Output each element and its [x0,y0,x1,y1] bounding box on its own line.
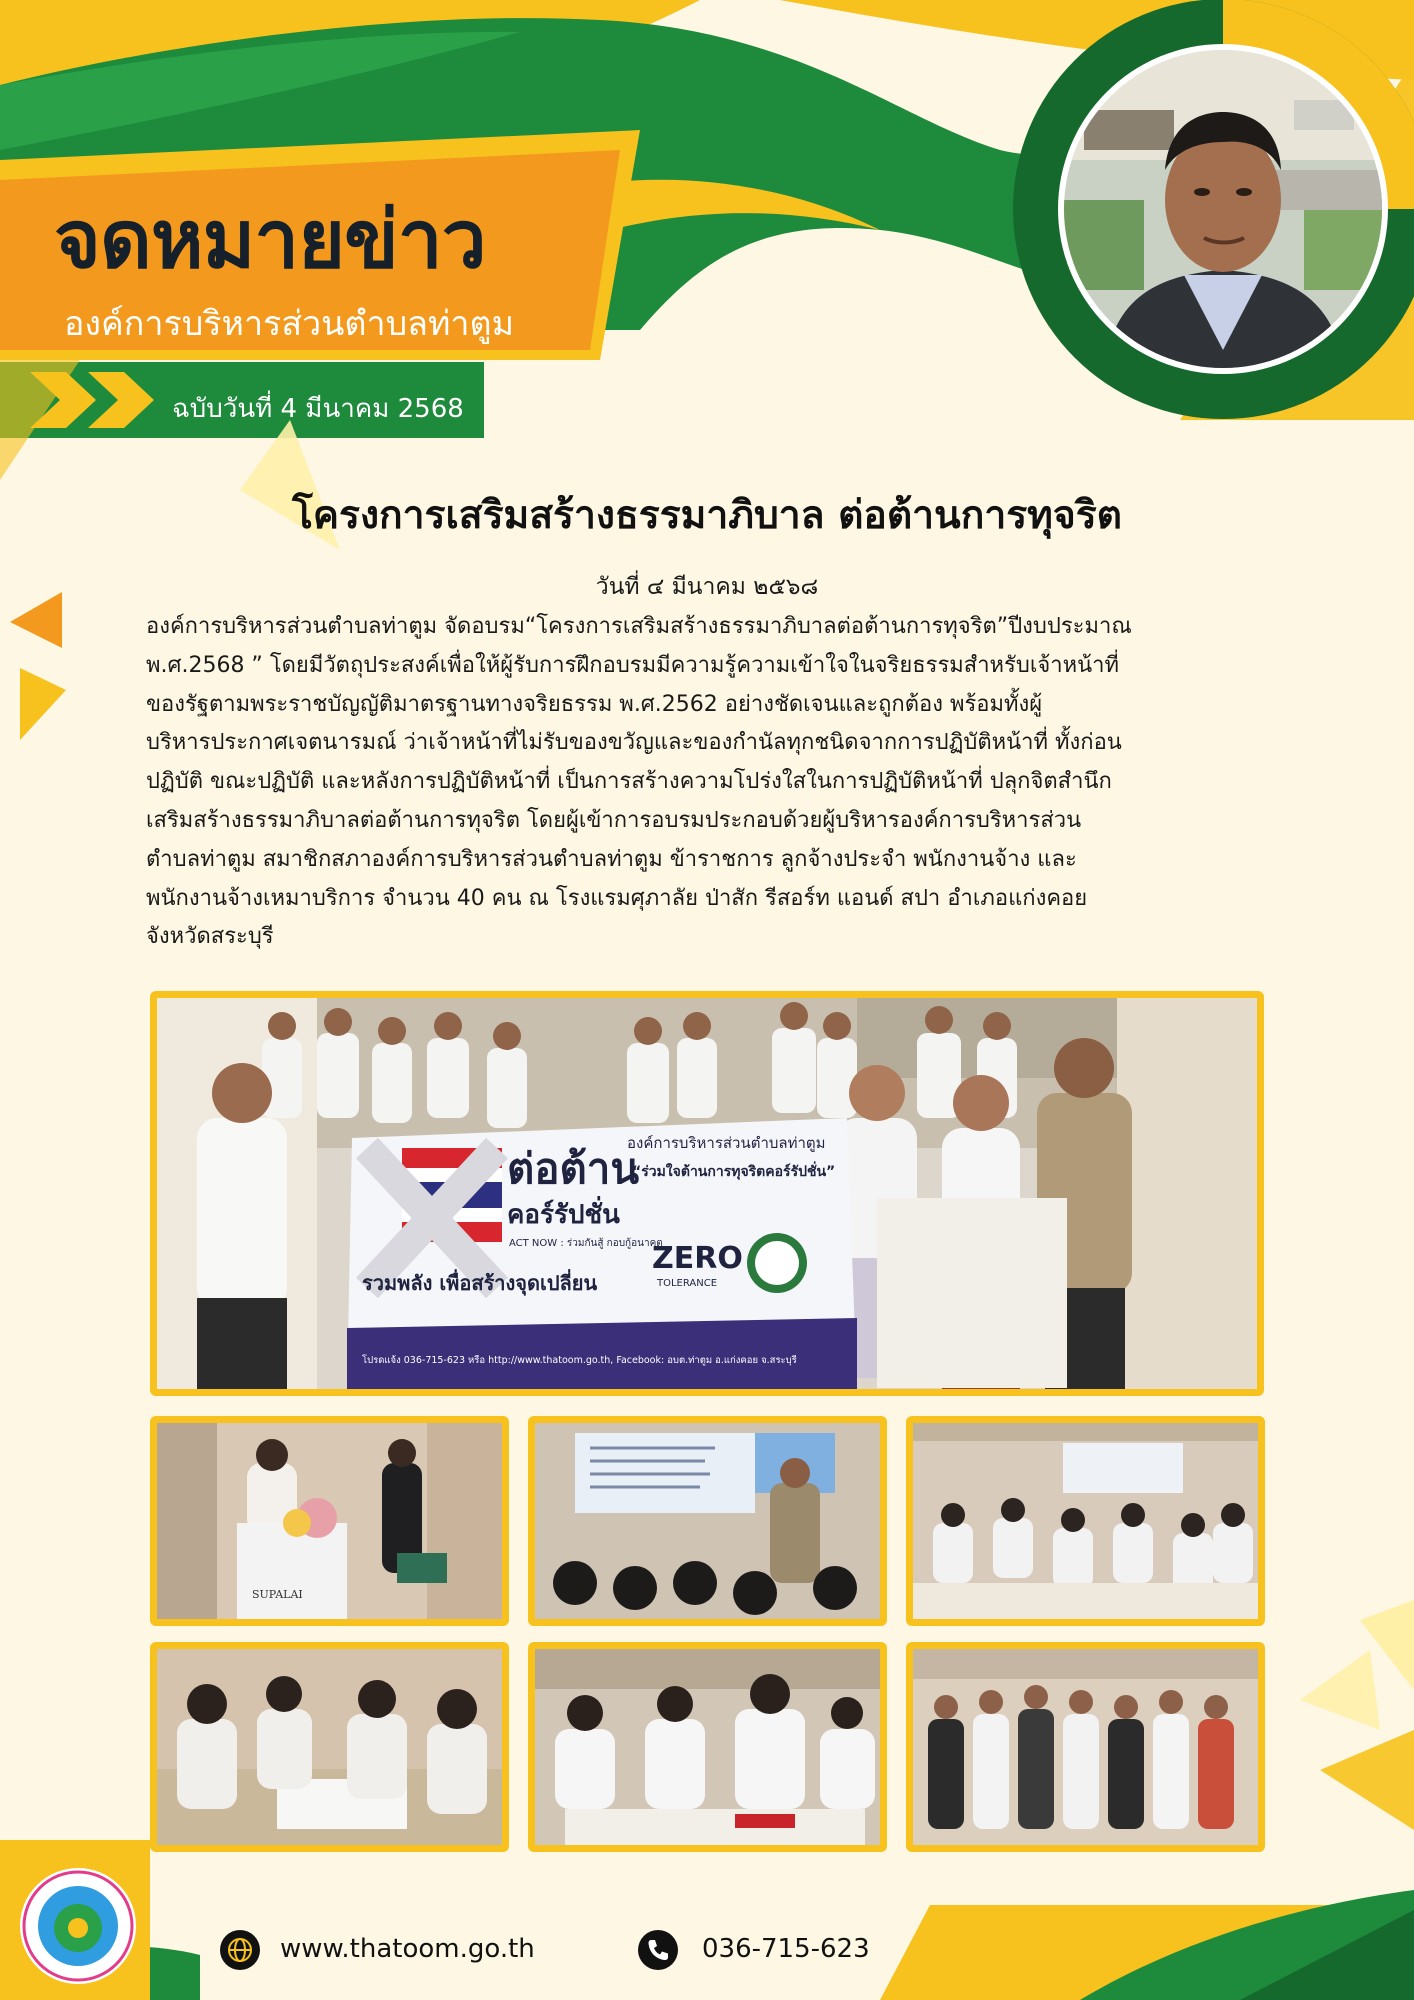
photo-seated-participants [528,1642,887,1852]
article-body-line: ของรัฐตามพระราชบัญญัติมาตรฐานทางจริยธรรม พ.ศ.2562 อย่างชัดเจนและถูกต้อง พร้อมทั้งผู้ [146,691,1043,717]
issue-date: ฉบับวันที่ 4 มีนาคม 2568 [172,394,464,424]
banner-tolerance: TOLERANCE [657,1278,718,1289]
banner-quote: “ร่วมใจต้านการทุจริตคอร์รัปชั่น” [632,1164,836,1180]
photo-participants-standing [906,1642,1265,1852]
phone-number: 036-715-623 [702,1934,870,1964]
article-body-line: พนักงานจ้างเหมาบริการ จำนวน 40 คน ณ โรงแรมศุภาลัย ป่าสัก รีสอร์ท แอนด์ สปา อำเภอแก่งคอย [146,885,1088,911]
banner-zero: ZERO [652,1241,743,1276]
newsletter-headline: จดหมายข่าว [54,193,486,286]
article-body-line: ตำบลท่าตูม สมาชิกสภาองค์การบริหารส่วนตำบลท่าตูม ข้าราชการ ลูกจ้างประจำ พนักงานจ้าง และ [146,846,1077,872]
article-title: โครงการเสริมสร้างธรรมาภิบาล ต่อต้านการทุจริต [291,493,1123,538]
organization-name: องค์การบริหารส่วนตำบลท่าตูม [64,304,514,344]
podium-sign: SUPALAI [252,1588,303,1601]
article-body-line: องค์การบริหารส่วนตำบลท่าตูม จัดอบรม“โครงการเสริมสร้างธรรมาภิบาลต่อต้านการทุจริต”ปีงบประมาณ [146,614,1132,639]
banner-act-now: ACT NOW : ร่วมกันสู้ กอบกู้อนาคต [509,1238,663,1249]
group-photo [150,991,1264,1396]
banner-slogan: รวมพลัง เพื่อสร้างจุดเปลี่ยน [362,1271,598,1295]
photo-group-workshop [150,1642,509,1852]
photo-lecturer-presentation [528,1416,887,1626]
article-body-line: ปฏิบัติ ขณะปฏิบัติ และหลังการปฏิบัติหน้าที่ เป็นการสร้างความโปร่งใสในการปฏิบัติหน้าที่ ปลุกจิตสำนึก [146,769,1112,795]
banner-org: องค์การบริหารส่วนตำบลท่าตูม [627,1134,826,1152]
article-date: วันที่ ๔ มีนาคม ๒๕๖๘ [595,574,819,600]
banner-title: ต่อต้าน [507,1144,640,1193]
article-body [146,608,1296,957]
article-body-line: จังหวัดสระบุรี [146,924,274,950]
website-link[interactable]: www.thatoom.go.th [280,1934,535,1964]
portrait-photo [1064,50,1382,368]
article-body-line: เสริมสร้างธรรมาภิบาลต่อต้านการทุจริต โดยผู้เข้าการอบรมประกอบด้วยผู้บริหารองค์การบริหารส่วน [146,807,1082,833]
article-body-line: พ.ศ.2568 ” โดยมีวัตถุประสงค์เพื่อให้ผู้รับการฝึกอบรมมีความรู้ความเข้าใจในจริยธรรมสำหรับเจ้าหน้าที่ [146,652,1119,678]
globe-icon [220,1930,260,1970]
photo-audience-hall [906,1416,1265,1626]
phone-icon [638,1930,678,1970]
banner-contact: โปรดแจ้ง 036-715-623 หรือ http://www.thatoom.go.th, Facebook: อบต.ท่าตูม อ.แก่งคอย จ.สระบุรี [362,1355,797,1366]
organization-seal [20,1868,136,1984]
banner-subtitle: คอร์รัปชั่น [507,1200,620,1230]
photo-podium-speaker [150,1416,509,1626]
article-body-line: บริหารประกาศเจตนารมณ์ ว่าเจ้าหน้าที่ไม่รับของขวัญและของกำนัลทุกชนิดจากการปฏิบัติหน้าที่ ทั้งก่อน [146,730,1122,756]
